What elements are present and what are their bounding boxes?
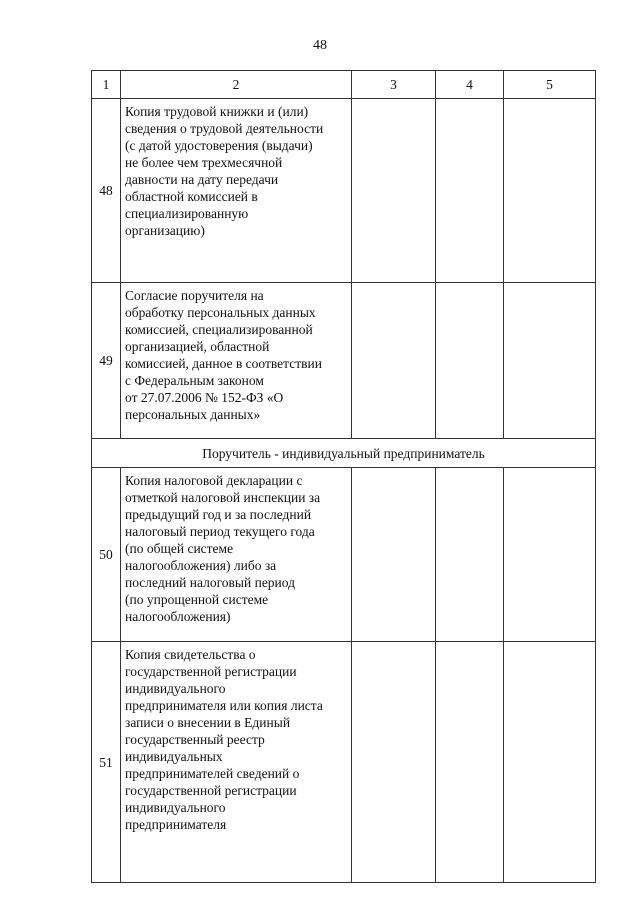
header-cell-3: 3 bbox=[352, 71, 436, 99]
table-row bbox=[92, 642, 596, 883]
document-table bbox=[91, 70, 596, 883]
empty-cell bbox=[436, 99, 504, 283]
description-line: комиссией, данное в соответствии bbox=[125, 356, 322, 371]
description-line: индивидуального bbox=[125, 800, 226, 815]
empty-cell bbox=[352, 99, 436, 283]
empty-cell bbox=[504, 99, 596, 283]
description-line: от 27.07.2006 № 152-ФЗ «О bbox=[125, 390, 284, 405]
empty-cell bbox=[352, 642, 436, 883]
header-cell-4: 4 bbox=[436, 71, 504, 99]
row-description bbox=[121, 468, 352, 642]
description-line: налогообложения) либо за bbox=[125, 558, 277, 573]
table-row bbox=[92, 283, 596, 439]
row-description bbox=[121, 642, 352, 883]
page-number: 48 bbox=[313, 38, 327, 53]
description-line: предпринимателя bbox=[125, 817, 227, 832]
description-line: (по общей системе bbox=[125, 541, 234, 556]
empty-cell bbox=[436, 283, 504, 439]
row-number: 49 bbox=[92, 283, 121, 439]
description-line: Копия свидетельства о bbox=[125, 647, 256, 662]
description-line: предпринимателя или копия листа bbox=[125, 698, 323, 713]
description-line: Копия трудовой книжки и (или) bbox=[125, 104, 309, 119]
table-row bbox=[92, 468, 596, 642]
row-description bbox=[121, 99, 352, 283]
description-line: отметкой налоговой инспекции за bbox=[125, 490, 321, 505]
description-line: организацией, областной bbox=[125, 339, 270, 354]
table-row bbox=[92, 99, 596, 283]
description-line: индивидуального bbox=[125, 681, 226, 696]
description-line: налоговый период текущего года bbox=[125, 524, 315, 539]
description-line: специализированную bbox=[125, 206, 249, 221]
description-line: (по упрощенной системе bbox=[125, 592, 269, 607]
description-line: обработку персональных данных bbox=[125, 305, 316, 320]
table-header-row bbox=[92, 71, 596, 99]
description-line: с Федеральным законом bbox=[125, 373, 264, 388]
section-title: Поручитель - индивидуальный предприниматель bbox=[92, 439, 596, 468]
description-line: сведения о трудовой деятельности bbox=[125, 121, 324, 136]
description-line: Копия налоговой декларации с bbox=[125, 473, 303, 488]
description-line: предыдущий год и за последний bbox=[125, 507, 312, 522]
description-line: комиссией, специализированной bbox=[125, 322, 313, 337]
description-line: государственный реестр bbox=[125, 732, 265, 747]
empty-cell bbox=[504, 283, 596, 439]
header-cell-5: 5 bbox=[504, 71, 596, 99]
description-line: записи о внесении в Единый bbox=[125, 715, 291, 730]
row-number: 50 bbox=[92, 468, 121, 642]
empty-cell bbox=[436, 642, 504, 883]
description-line: не более чем трехмесячной bbox=[125, 155, 283, 170]
row-number: 51 bbox=[92, 642, 121, 883]
description-line: последний налоговый период bbox=[125, 575, 296, 590]
description-line: областной комиссией в bbox=[125, 189, 258, 204]
empty-cell bbox=[436, 468, 504, 642]
empty-cell bbox=[504, 468, 596, 642]
description-line: налогообложения) bbox=[125, 609, 231, 624]
description-line: персональных данных» bbox=[125, 407, 261, 422]
empty-cell bbox=[352, 283, 436, 439]
description-line: государственной регистрации bbox=[125, 783, 297, 798]
empty-cell bbox=[352, 468, 436, 642]
description-line: (с датой удостоверения (выдачи) bbox=[125, 138, 313, 153]
description-line: организацию) bbox=[125, 223, 205, 238]
row-description bbox=[121, 283, 352, 439]
header-cell-2: 2 bbox=[121, 71, 352, 99]
description-line: государственной регистрации bbox=[125, 664, 297, 679]
section-heading-row bbox=[92, 439, 596, 468]
description-line: индивидуальных bbox=[125, 749, 223, 764]
header-cell-1: 1 bbox=[92, 71, 121, 99]
description-line: Согласие поручителя на bbox=[125, 288, 264, 303]
row-number: 48 bbox=[92, 99, 121, 283]
empty-cell bbox=[504, 642, 596, 883]
description-line: давности на дату передачи bbox=[125, 172, 279, 187]
description-line: предпринимателей сведений о bbox=[125, 766, 300, 781]
